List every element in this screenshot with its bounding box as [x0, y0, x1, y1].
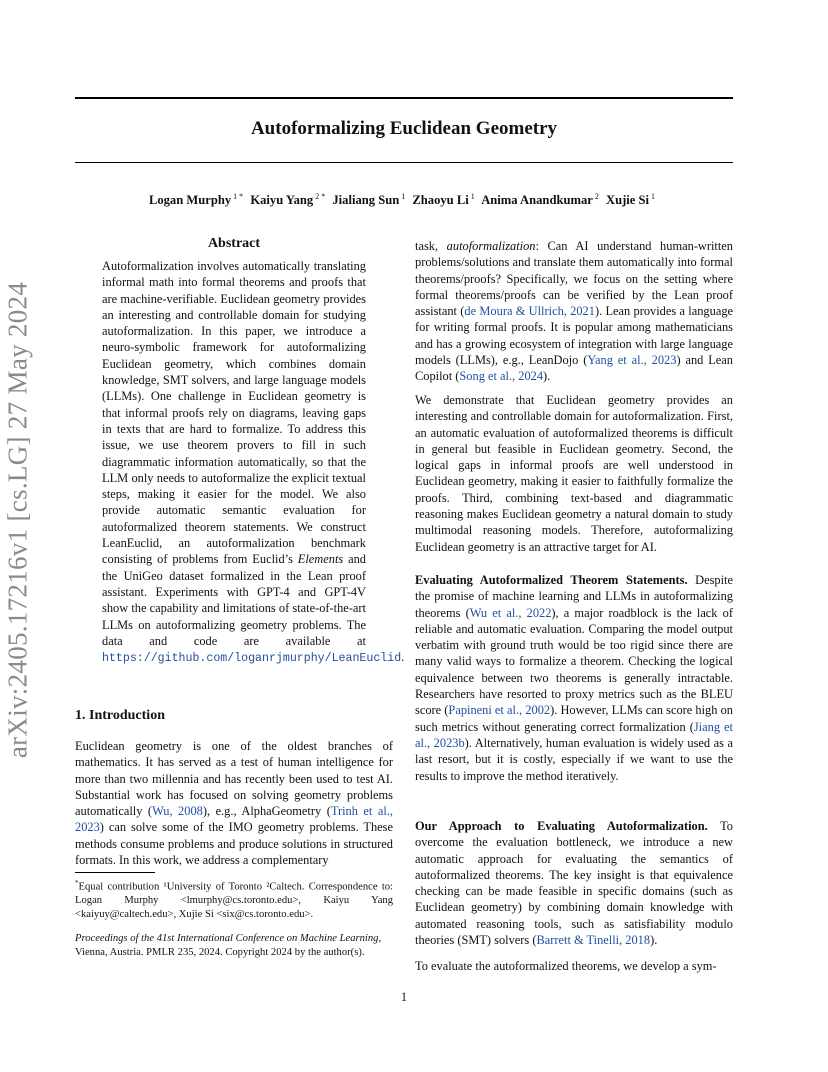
paper-title: Autoformalizing Euclidean Geometry [250, 118, 558, 139]
author: Xujie Si $^1$ [606, 192, 656, 207]
proceedings-note: Proceedings of the 41st International Conference on Machine Learning, Vienna, Austria. PMLR 235, 2024. Copyright 2024 by the author(s). [75, 933, 382, 958]
section-heading-introduction: 1. Introduction [75, 708, 165, 723]
citation-link[interactable]: Papineni et al., 2002 [448, 703, 551, 718]
citation-link[interactable]: Jiang et al., 2023b [415, 719, 733, 750]
page-number: 1 [400, 990, 408, 1004]
author: Zhaoyu Li $^1$ [412, 192, 475, 207]
abstract-body: Autoformalization involves automatically translating informal math into formal theorems and proofs that are machine-verifiable. Euclidean geometry provides an interesting and controllable domain for studying autoformalization. In this paper, we introduce a neuro-symbolic framework for autoformalizing Euclidean geometry, which combines domain knowledge, SMT solvers, and large language models (LLMs). One challenge in Euclidean geometry is that informal proofs rely on diagrams, leaving gaps in texts that are hard to formalize. To address this issue, we use theorem provers to fill in such diagrammatic information automatically, so that the LLM only needs to autoformalize the explicit textual steps, making it easier for the model. We also provide automatic semantic evaluation for autoformalized theorem statements. We construct LeanEuclid, an autoformalization benchmark consisting of problems from Euclid’s Elements and the UniGeo dataset formalized in the Lean proof assistant. Experiments with GPT-4 and GPT-4V show the capability and limitations of state-of-the-art LLMs on autoformalizing geometry problems. The data and code are available at https://github.com/loganrjmurphy/LeanEuclid. [102, 259, 405, 666]
paragraph-heading: Evaluating Autoformalized Theorem Statements. [415, 573, 688, 587]
right-paragraph-2: We demonstrate that Euclidean geometry provides an interesting and controllable domain for autoformalization. First, an automatic evaluation of autoformalized theorems is difficult in general but feasible in Euclidean geometry. Second, the logical gaps in informal proofs are well understood in Euclidean geometry, making it easier to faithfully formalize the proofs. Third, combining text-based and diagrammatic reasoning makes Euclidean geometry a natural domain to study multimodal reasoning models. Therefore, autoformalizing Euclidean geometry is an attractive target for AI. [415, 393, 733, 554]
title-rule-bottom [75, 162, 733, 163]
introduction-paragraph: Euclidean geometry is one of the oldest branches of mathematics. It has served as a test of human intelligence for more than two millennia and has recently been used to test AI. Substantial work has focused on solving geometry problems automatically (Wu, 2008), e.g., AlphaGeometry (Trinh et al., 2023) can solve some of the IMO geometry problems. These methods consume problems and produce solutions in structured formats. In this work, we address a complementary [75, 739, 393, 868]
author: Jialiang Sun $^1$ [332, 192, 406, 207]
paragraph-heading: Our Approach to Evaluating Autoformalization. [415, 819, 708, 833]
abstract-heading: Abstract [207, 236, 261, 251]
footnote: *Equal contribution ¹University of Toronto ²Caltech. Correspondence to: Logan Murphy <lmurphy@cs.toronto.edu>, Kaiyu Yang <kaiyuy@caltech.edu>, Xujie Si <six@cs.toronto.edu>. [75, 879, 393, 920]
citation-link[interactable]: Wu, 2008 [152, 804, 203, 819]
right-paragraph-evaluating: Evaluating Autoformalized Theorem Statements. Despite the promise of machine learning and LLMs in autoformalizing theorems (Wu et al., 2022), a major roadblock is the lack of reliable and automatic evaluation. Comparing the model output verbatim with ground truth would be too rigid since there are many valid ways to formalize a theorem. Checking the logical equivalence between two theorems is generally intractable. Researchers have resorted to proxy metrics such as the BLEU score (Papineni et al., 2002). However, LLMs can score high on such metrics without generating correct formalization (Jiang et al., 2023b). Alternatively, human evaluation is widely used as a last resort, but it is costly, especially if we want to use the results to improve the method iteratively. [415, 573, 733, 783]
author: Anima Anandkumar $^2$ [481, 192, 599, 207]
footnote-divider [75, 872, 155, 873]
citation-link[interactable]: Wu et al., 2022 [469, 605, 552, 620]
title-rule-top [75, 97, 733, 99]
citation-link[interactable]: de Moura & Ullrich, 2021 [464, 304, 595, 319]
citation-link[interactable]: Yang et al., 2023 [587, 353, 677, 368]
code-link[interactable]: https://github.com/loganrjmurphy/LeanEuclid [102, 652, 402, 666]
citation-link[interactable]: Song et al., 2024 [459, 369, 544, 384]
right-paragraph-5: To evaluate the autoformalized theorems, we develop a sym- [415, 959, 717, 973]
author-list [75, 192, 733, 208]
arxiv-stamp-text: arXiv:2405.17216v1 [cs.LG] 27 May 2024 [2, 281, 33, 759]
author: Kaiyu Yang $^{2 *}$ [250, 192, 326, 207]
citation-link[interactable]: Trinh et al., 2023 [75, 804, 393, 835]
right-paragraph-1: task, autoformalization: Can AI understand human-written problems/solutions and translate them automatically into formal theorems/proofs? Specifically, we focus on the setting where formal theorems/proofs can be verified by the Lean proof assistant (de Moura & Ullrich, 2021). Lean provides a language for writing formal proofs. It is popular among mathematicians and has a growing ecosystem of integration with large language models (LLMs), e.g., LeanDojo (Yang et al., 2023) and Lean Copilot (Song et al., 2024). [415, 239, 734, 384]
author: Logan Murphy $^{1 *}$ [148, 192, 244, 207]
right-paragraph-approach: Our Approach to Evaluating Autoformalization. To overcome the evaluation bottleneck, we introduce a new automatic approach for evaluating the semantics of autoformalized theorems. The key insight is that equivalence checking can be made feasible in specific domains (such as Euclidean geometry) by combining domain knowledge with automated reasoning tools, such as satisfiability modulo theories (SMT) solvers (Barrett & Tinelli, 2018). [415, 819, 733, 948]
citation-link[interactable]: Barrett & Tinelli, 2018 [536, 933, 651, 948]
